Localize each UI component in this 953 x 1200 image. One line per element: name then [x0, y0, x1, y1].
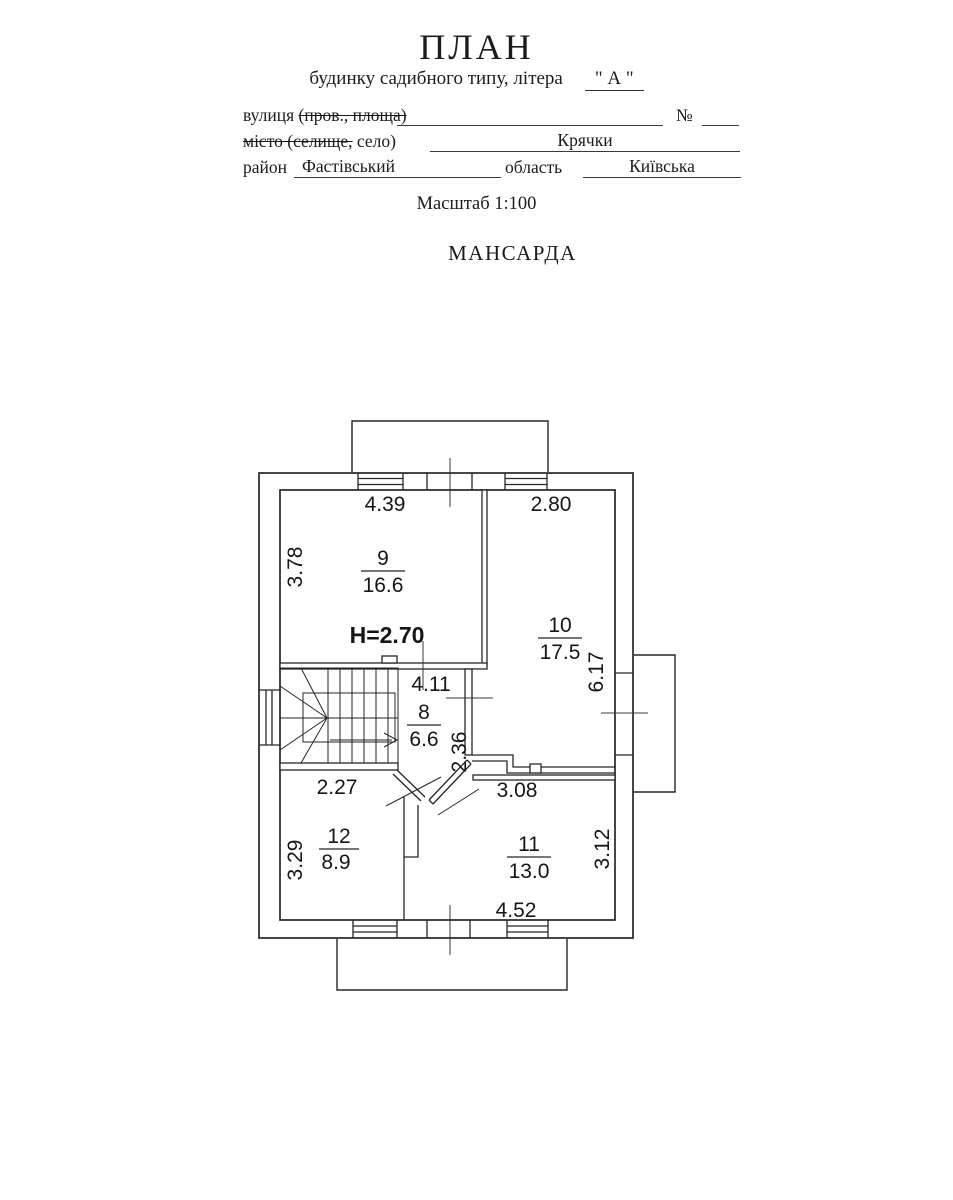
opening-right-wall [615, 673, 633, 755]
duct-room10 [530, 764, 541, 773]
subtitle-text: будинку садибного типу, літера [309, 68, 563, 89]
opening-bottom-center [427, 920, 470, 938]
window-bottom-right [507, 920, 548, 938]
house-number-label: № [676, 105, 693, 125]
windows [259, 473, 633, 938]
room-8-area: 6.6 [409, 728, 439, 751]
house-letter-value: " А " [585, 68, 644, 91]
city-value: Крячки [557, 130, 613, 150]
window-top-left [358, 473, 403, 490]
street-label: вулиця (пров., площа) [243, 105, 407, 125]
room-11-area: 13.0 [508, 860, 550, 883]
room-9-area: 16.6 [362, 574, 404, 597]
room-11-number: 11 [518, 833, 540, 856]
room-10-number: 10 [548, 614, 572, 637]
scale-label: Масштаб 1:100 [416, 194, 537, 214]
dim-room10-depth: 6.17 [585, 651, 608, 693]
stair-treads [328, 668, 388, 763]
wall-room10-bottom [472, 755, 615, 773]
room-9-number: 9 [377, 547, 389, 570]
dim-room9-width: 4.39 [364, 493, 406, 516]
dim-hall-depth: 2.36 [448, 731, 471, 773]
region-value: Київська [629, 156, 695, 176]
wall-stairs-room12 [280, 763, 398, 770]
duct-room9 [382, 656, 397, 663]
wall-diagonal-left [393, 770, 425, 801]
district-value: Фастівський [302, 156, 396, 176]
outer-walls [259, 473, 633, 938]
dim-room9-depth: 3.78 [284, 546, 307, 588]
dim-room11-depth: 3.12 [591, 828, 614, 870]
document-title: ПЛАН [419, 27, 534, 67]
window-bottom-left [353, 920, 397, 938]
dim-room10-width: 2.80 [530, 493, 572, 516]
region-label: область [505, 157, 563, 177]
dim-room12-depth: 3.29 [284, 839, 307, 881]
wall-room11-top [473, 775, 615, 780]
wall-room12-room11 [404, 797, 418, 920]
room-8-number: 8 [418, 701, 430, 724]
ceiling-height-note: H=2.70 [349, 622, 425, 648]
dim-room11-width: 3.08 [496, 779, 538, 802]
wall-room9-room10 [482, 490, 487, 665]
room-10-area: 17.5 [539, 641, 581, 664]
dim-stair-width: 2.27 [316, 776, 358, 799]
district-label: район [243, 157, 287, 177]
street-label-struck: (пров., площа) [298, 105, 407, 125]
dim-bottom-width: 4.52 [495, 899, 537, 922]
room-12-number: 12 [327, 825, 351, 848]
city-label-struck: місто (селище, [243, 131, 353, 151]
room-12-area: 8.9 [321, 851, 351, 874]
balcony-right [634, 655, 675, 792]
window-left-wall [259, 690, 280, 745]
floor-title: МАНСАРДА [448, 241, 577, 265]
room-labels [316, 547, 582, 883]
staircase [280, 668, 398, 763]
city-label: місто (селище, село) [243, 131, 396, 151]
balcony-bottom [337, 939, 567, 990]
window-top-right [505, 473, 547, 490]
dim-hall-width: 4.11 [411, 673, 451, 696]
